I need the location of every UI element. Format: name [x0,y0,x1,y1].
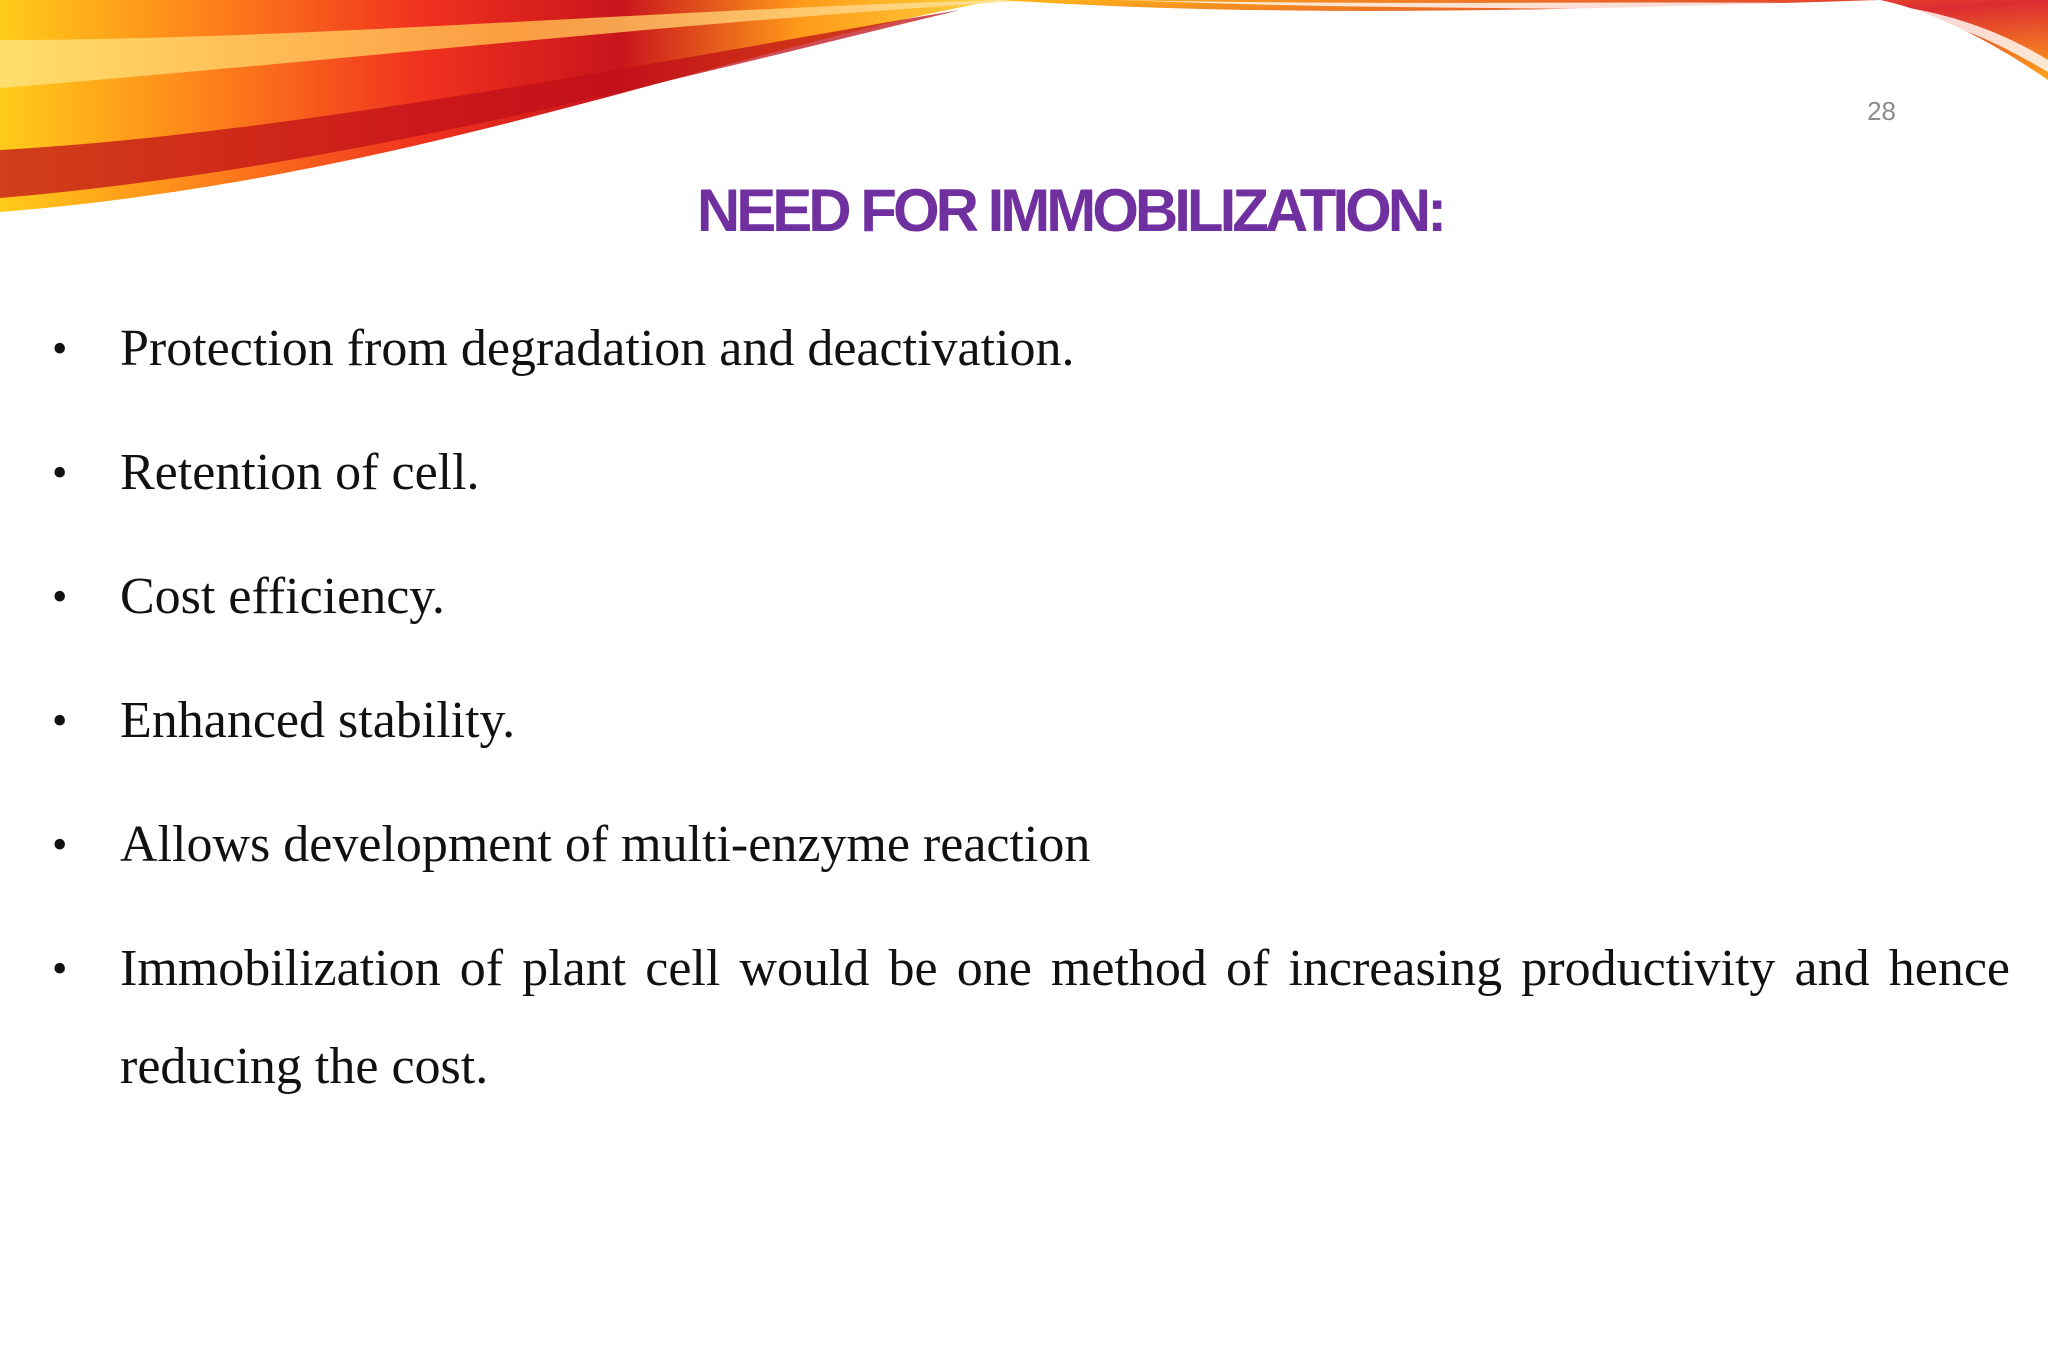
bullet-text: Cost efficiency. [120,568,445,625]
swoosh-top-right-white [1120,0,2048,72]
bullet-item [50,424,2010,522]
bullet-icon: • [52,820,68,869]
bullet-text: Allows development of multi-enzyme reaction [120,816,1091,873]
bullet-text: Immobilization of plant cell would be one method of increasing productivity and hence reducing the cost. [120,940,2010,1095]
bullet-item [50,920,2010,1116]
bullet-icon: • [52,944,68,993]
bullet-item [50,672,2010,770]
bullet-icon: • [52,696,68,745]
bullet-item [50,548,2010,646]
bullet-icon: • [52,324,68,373]
bullet-text: Retention of cell. [120,444,480,501]
bullet-text: Protection from degradation and deactivation. [120,320,1075,377]
slide-title: NEED FOR IMMOBILIZATION: [696,177,1444,244]
bullet-item [50,300,2010,398]
bullet-item [50,796,2010,894]
bullet-list [50,300,2010,1116]
bullet-icon: • [52,572,68,621]
slide-number: 28 [1867,96,1896,126]
bullet-icon: • [52,448,68,497]
bullet-text: Enhanced stability. [120,692,516,749]
